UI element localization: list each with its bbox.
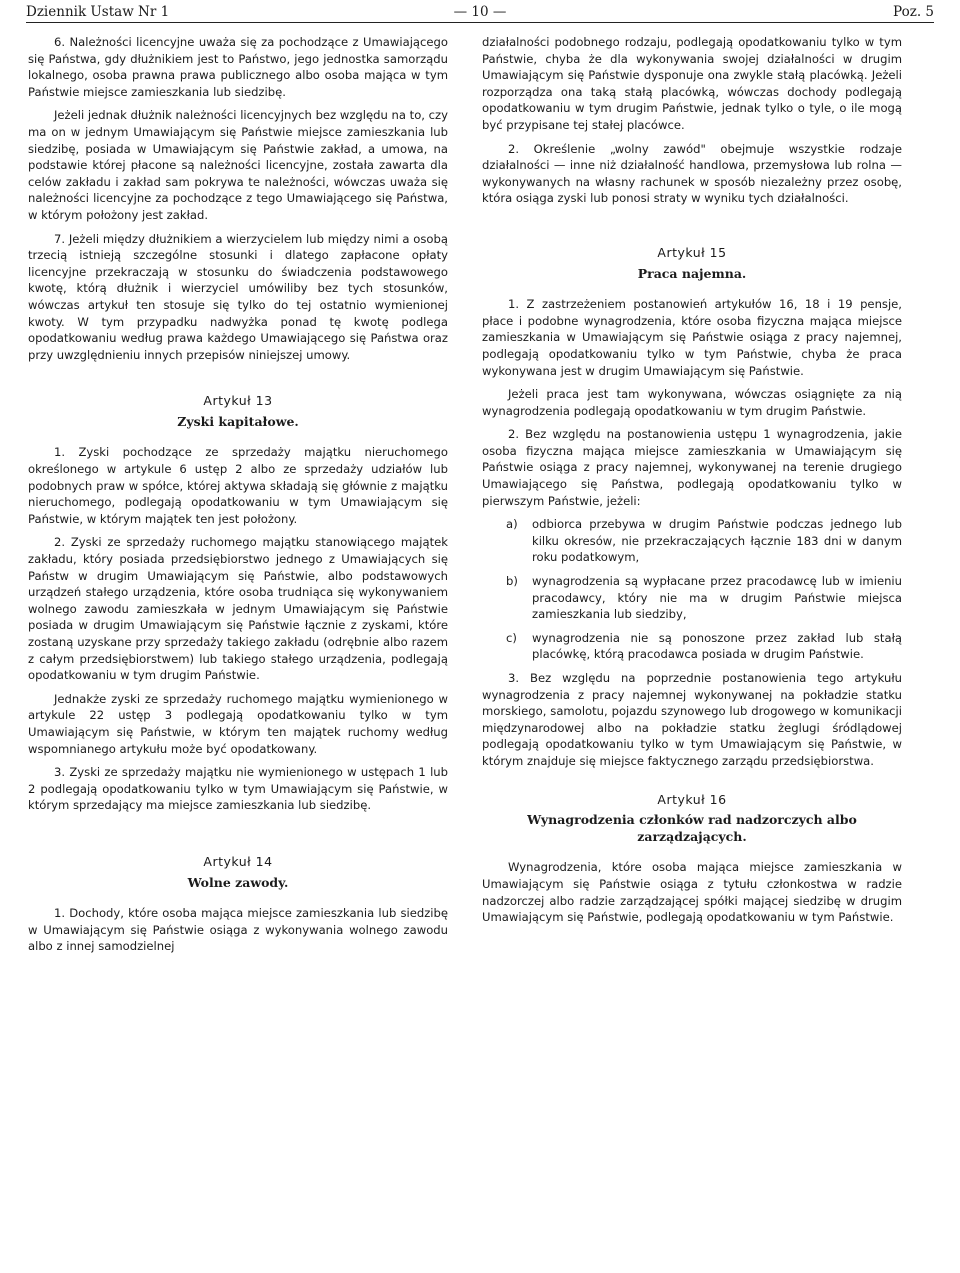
list-item-a — [506, 516, 902, 566]
paragraph: 1. Zyski pochodzące ze sprzedaży majątku nieruchomego określonego w artykule 6 ustęp 2 albo ze sprzedaży udziałów lub podobnych praw w spółce, której aktywa składają się głównie z majątku nieruchomego, podlegają opodatkowaniu w tym Umawiającym się Państwie, w którym majątek ten jest położony. — [28, 445, 448, 526]
paragraph: Jeżeli praca jest tam wykonywana, wówczas osiągnięte za nią wynagrodzenia podlegają opodatkowaniu w tym drugim Państwie. — [482, 387, 902, 418]
list-item-text: odbiorca przebywa w drugim Państwie podczas jednego lub kilku okresów, nie przekraczających łącznie 183 dni w danym roku podatkowym, — [532, 517, 902, 565]
paragraph: 1. Dochody, które osoba mająca miejsce zamieszkania lub siedzibę w Umawiającym się Państwie osiąga z wykonywania wolnego zawodu albo z innej samodzielnej — [28, 906, 448, 954]
paragraph: Jednakże zyski ze sprzedaży ruchomego majątku wymienionego w artykule 22 ustęp 3 podlegają opodatkowaniu tylko w tym Umawiającym się Państwie, w którym ten majątek ruchomy według wspomnianego artykułu może być opodatkowany. — [28, 691, 448, 756]
right-column — [482, 34, 902, 933]
paragraph: 2. Bez względu na postanowienia ustępu 1 wynagrodzenia, jakie osoba fizyczna mająca miejsce zamieszkania w Umawiającym się Państwie osiąga z pracy najemnej, wykonywanej na terenie drugiego Umawiającego się Państwa, podlegają opodatkowaniu tylko w pierwszym Państwie, jeżeli: — [482, 427, 902, 508]
paragraph: 2. Określenie „wolny zawód" obejmuje wszystkie rodzaje działalności — inne niż działalność handlowa, przemysłowa lub rolna — wykonywanych na własny rachunek w sposób niezależny przez osobę, która osiąga zyski lub ponosi straty w wyniku tych działalności. — [482, 141, 902, 206]
article-15-heading: Artykuł 15 — [657, 244, 727, 260]
article-16-heading: Artykuł 16 — [657, 791, 727, 807]
paragraph: 6. Należności licencyjne uważa się za pochodzące z Umawiającego się Państwa, gdy dłużnikiem jest to Państwo, jego jednostka samorządu lokalnego, osoba prawna prawa publicznego albo osoba mająca w tym Państwie miejsce zamieszkania lub siedzibę. — [28, 35, 448, 99]
position-number: Poz. 5 — [893, 4, 934, 20]
paragraph: Wynagrodzenia, które osoba mająca miejsce zamieszkania w Umawiającym się Państwie osiąga z tytułu członkostwa w radzie nadzorczej albo radzie zarządzającej spółki mającej siedzibę w drugim Umawiającym się Państwie, podlegają opodatkowaniu w tym Państwie. — [482, 860, 902, 925]
page-header — [26, 2, 934, 23]
article-14-heading: Artykuł 14 — [203, 853, 273, 869]
paragraph: Jeżeli jednak dłużnik należności licencyjnych bez względu na to, czy ma on w jednym Umawiającym się Państwie miejsce zamieszkania lub siedzibę, posiada w Umawiającym się Państwie zakład, a umowa, na podstawie której płacone są należności licencyjne, została zawarta dla celów zakładu i zakład sam pokrywa te należności, wówczas uważa się należności licencyjne za pochodzące z tego Umawiającego się Państwa, w którym położony jest zakład. — [28, 108, 448, 222]
list-item-c — [506, 630, 902, 663]
article-16-title: Wynagrodzenia członków rad nadzorczych albo zarządzających. — [527, 812, 857, 844]
list-item-text: wynagrodzenia są wypłacane przez pracodawcę lub w imieniu pracodawcy, który nie ma w drugim Państwie miejsca zamieszkania lub siedziby, — [532, 574, 902, 622]
article-13-heading: Artykuł 13 — [203, 393, 273, 409]
article-13-title: Zyski kapitałowe. — [177, 413, 299, 429]
left-column — [28, 34, 448, 962]
list-item-text: wynagrodzenia nie są ponoszone przez zakład lub stałą placówkę, którą pracodawca posiada w drugim Państwie. — [532, 630, 902, 662]
list-item-label: b) — [506, 574, 518, 589]
paragraph: działalności podobnego rodzaju, podlegają opodatkowaniu tylko w tym Państwie, chyba że dla wykonywania swojej działalności w drugim Umawiającym się Państwie dysponuje ona zwykle stałą placówką. Jeżeli rozporządza ona taką stałą placówką, wówczas dochody podlegają opodatkowaniu w tym drugim Państwie, jednak tylko o tyle, o ile mogą być przypisane tej stałej placówce. — [482, 35, 902, 132]
paragraph: 3. Zyski ze sprzedaży majątku nie wymienionego w ustępach 1 lub 2 podlegają opodatkowaniu tylko w tym Umawiającym się Państwie, w którym sprzedający ma miejsce zamieszkania lub siedzibę. — [28, 765, 448, 813]
article-14-title: Wolne zawody. — [187, 874, 289, 890]
journal-title: Dziennik Ustaw Nr 1 — [26, 4, 170, 20]
page-number: — 10 — — [453, 4, 507, 20]
article-15-title: Praca najemna. — [637, 265, 747, 281]
paragraph: 7. Jeżeli między dłużnikiem a wierzycielem lub między nimi a osobą trzecią istnieją szczególne stosunki i dlatego zapłacone opłaty licencyjne przekraczają w stosunku do świadczenia podstawowego kwotę, którą dłużnik i wierzyciel umówiliby bez tych stosunków, wówczas artykuł ten stosuje się tylko do tej ostatnio wymienionej kwoty. W tym przypadku nadwyżka ponad tę kwotę podlega opodatkowaniu według prawa każdego Umawiającego się Państwa oraz przy uwzględnieniu innych przepisów niniejszej umowy. — [28, 231, 448, 362]
list-item-label: a) — [506, 517, 518, 532]
paragraph: 3. Bez względu na poprzednie postanowienia tego artykułu wynagrodzenia z pracy najemnej wykonywanej na pokładzie statku morskiego, samolotu, pojazdu szynowego lub drogowego w komunikacji międzynarodowej albo na pokładzie statku żeglugi śródlądowej podlegają opodatkowaniu tylko w tym Umawiającym się Państwie, w którym znajduje się miejsce faktycznego zarządu przedsiębiorstwa. — [482, 671, 902, 768]
list-item-label: c) — [506, 630, 517, 645]
list-item-b — [506, 573, 902, 623]
paragraph: 1. Z zastrzeżeniem postanowień artykułów 16, 18 i 19 pensje, płace i podobne wynagrodzenia, które osoba fizyczna mająca miejsce zamieszkania w Umawiającym się Państwie osiąga z pracy najemnej, podlegają opodatkowaniu tylko w tym Państwie, chyba że praca wykonywana jest w drugim Umawiającym się Państwie. — [482, 297, 902, 378]
paragraph: 2. Zyski ze sprzedaży ruchomego majątku stanowiącego majątek zakładu, który posiada przedsiębiorstwo jednego z Umawiających się Państw w drugim Umawiającym się Państwie, albo podstawowych urządzeń stałego urządzenia, które osoba trudniąca się wykonywaniem wolnego zawodu zamieszkała w jednym Umawiającym się Państwie posiada w drugim Umawiającym się Państwie łącznie z zyskami, które zostaną uzyskane przy sprzedaży takiego zakładu (odrębnie albo razem z całym przedsiębiorstwem) lub takiego stałego urządzenia, podlegają opodatkowaniu w tym drugim Państwie. — [28, 535, 448, 683]
